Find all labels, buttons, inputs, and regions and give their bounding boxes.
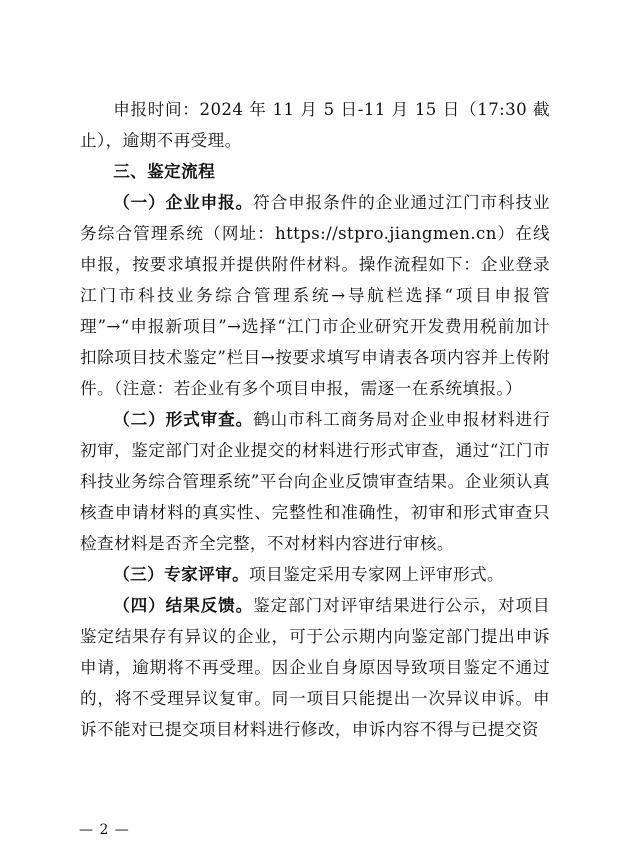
application-time-paragraph [80, 94, 550, 156]
section-heading [80, 156, 550, 187]
step-1-body: 符合申报条件的企业通过江门市科技业务综合管理系统（网址：https://stpro.jiangmen.cn）在线申报，按要求填报并提供附件材料。操作流程如下：企业登录江门市科技业务综合管理系统→导航栏选择“项目申报管理”→“申报新项目”→选择“江门市企业研究开发费用税前加计扣除项目技术鉴定”栏目→按要求填写申请表各项内容并上传附件。（注意：若企业有多个项目申报，需逐一在系统填报。） [80, 193, 550, 398]
step-4-title: （四）结果反馈。 [113, 595, 254, 615]
step-3-title: （三）专家评审。 [113, 564, 250, 584]
step-2-paragraph [80, 404, 550, 559]
step-2-title: （二）形式审查。 [113, 409, 254, 429]
page-number: — 2 — [79, 822, 130, 838]
step-2-body: 鹤山市科工商务局对企业申报材料进行初审，鉴定部门对企业提交的材料进行形式审查，通过“江门市科技业务综合管理系统”平台向企业反馈审查结果。企业须认真核查申请材料的真实性、完整性和准确性，初审和形式审查只检查材料是否齐全完整，不对材料内容进行审核。 [80, 410, 550, 553]
document-body [80, 94, 550, 745]
step-4-body: 鉴定部门对评审结果进行公示，对项目鉴定结果存有异议的企业，可于公示期内向鉴定部门提出申诉申请，逾期将不再受理。因企业自身原因导致项目鉴定不通过的，将不受理异议复审。同一项目只能提出一次异议申诉。申诉不能对已提交项目材料进行修改，申诉内容不得与已提交资 [80, 596, 550, 739]
step-3-paragraph [80, 559, 550, 590]
section-heading-text: 三、鉴定流程 [113, 161, 216, 181]
step-1-paragraph [80, 187, 550, 404]
step-3-body: 项目鉴定采用专家网上评审形式。 [249, 565, 505, 584]
application-time-text: 申报时间：2024 年 11 月 5 日-11 月 15 日（17:30 截止），逾期不再受理。 [80, 100, 550, 150]
step-1-title: （一）企业申报。 [113, 192, 254, 212]
step-4-paragraph [80, 590, 550, 745]
